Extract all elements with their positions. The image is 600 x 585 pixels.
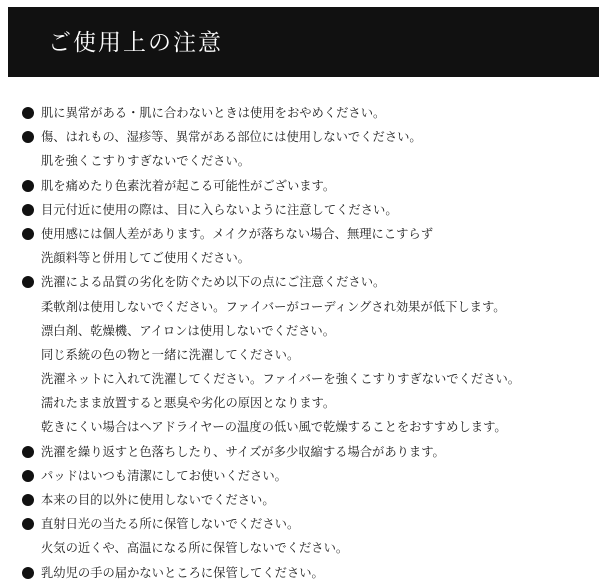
caution-item bbox=[0, 101, 600, 125]
bullet-icon bbox=[22, 567, 34, 579]
caution-list bbox=[0, 101, 600, 585]
page-title: ご使用上の注意 bbox=[48, 30, 223, 56]
bullet-icon bbox=[22, 470, 34, 482]
bullet-icon bbox=[22, 446, 34, 458]
caution-text: パッドはいつも清潔にしてお使いください。 bbox=[41, 468, 287, 483]
caution-text: 使用感には個人差があります。メイクが落ちない場合、無理にこすらず bbox=[41, 226, 434, 241]
caution-text-continued: 柔軟剤は使用しないでください。ファイバーがコーディングされ効果が低下します。 bbox=[41, 299, 506, 314]
caution-item bbox=[0, 440, 600, 464]
caution-text-continued: 同じ系統の色の物と一緒に洗濯してください。 bbox=[41, 347, 300, 362]
bullet-icon bbox=[22, 494, 34, 506]
caution-text: 洗濯による品質の劣化を防ぐため以下の点にご注意ください。 bbox=[41, 275, 386, 290]
bullet-icon bbox=[22, 204, 34, 216]
caution-text-continued: 肌を強くこすりすぎないでください。 bbox=[41, 154, 251, 169]
caution-item bbox=[0, 488, 600, 512]
header-banner bbox=[8, 7, 599, 77]
caution-item bbox=[0, 222, 600, 270]
caution-text: 傷、はれもの、湿疹等、異常がある部位には使用しないでください。 bbox=[41, 130, 422, 145]
caution-text-continued: 濡れたまま放置すると悪臭や劣化の原因となります。 bbox=[41, 396, 336, 411]
caution-text: 洗濯を繰り返すと色落ちしたり、サイズが多少収縮する場合があります。 bbox=[41, 444, 445, 459]
caution-text: 乳幼児の手の届かないところに保管してください。 bbox=[41, 565, 324, 580]
caution-text: 目元付近に使用の際は、目に入らないように注意してください。 bbox=[41, 202, 398, 217]
caution-text-continued: 漂白剤、乾燥機、アイロンは使用しないでください。 bbox=[41, 323, 336, 338]
bullet-icon bbox=[22, 107, 34, 119]
caution-text-continued: 洗濯ネットに入れて洗濯してください。ファイバーを強くこすりすぎないでください。 bbox=[41, 372, 521, 387]
caution-text: 直射日光の当たる所に保管しないでください。 bbox=[41, 517, 300, 532]
caution-item bbox=[0, 512, 600, 560]
bullet-icon bbox=[22, 228, 34, 240]
caution-text: 本来の目的以外に使用しないでください。 bbox=[41, 493, 275, 507]
caution-text: 肌を痛めたり色素沈着が起こる可能性がございます。 bbox=[41, 178, 336, 193]
caution-text: 肌に異常がある・肌に合わないときは使用をおやめください。 bbox=[41, 106, 386, 120]
caution-item bbox=[0, 464, 600, 488]
caution-text-continued: 乾きにくい場合はヘアドライヤーの温度の低い風で乾燥することをおすすめします。 bbox=[41, 420, 507, 435]
caution-item bbox=[0, 125, 600, 173]
caution-item bbox=[0, 561, 600, 585]
caution-item bbox=[0, 174, 600, 198]
caution-text-continued: 洗顔料等と併用してご使用ください。 bbox=[41, 251, 251, 266]
bullet-icon bbox=[22, 180, 34, 192]
caution-text-continued: 火気の近くや、高温になる所に保管しないでください。 bbox=[41, 541, 349, 556]
caution-item bbox=[0, 198, 600, 222]
caution-item bbox=[0, 270, 600, 439]
